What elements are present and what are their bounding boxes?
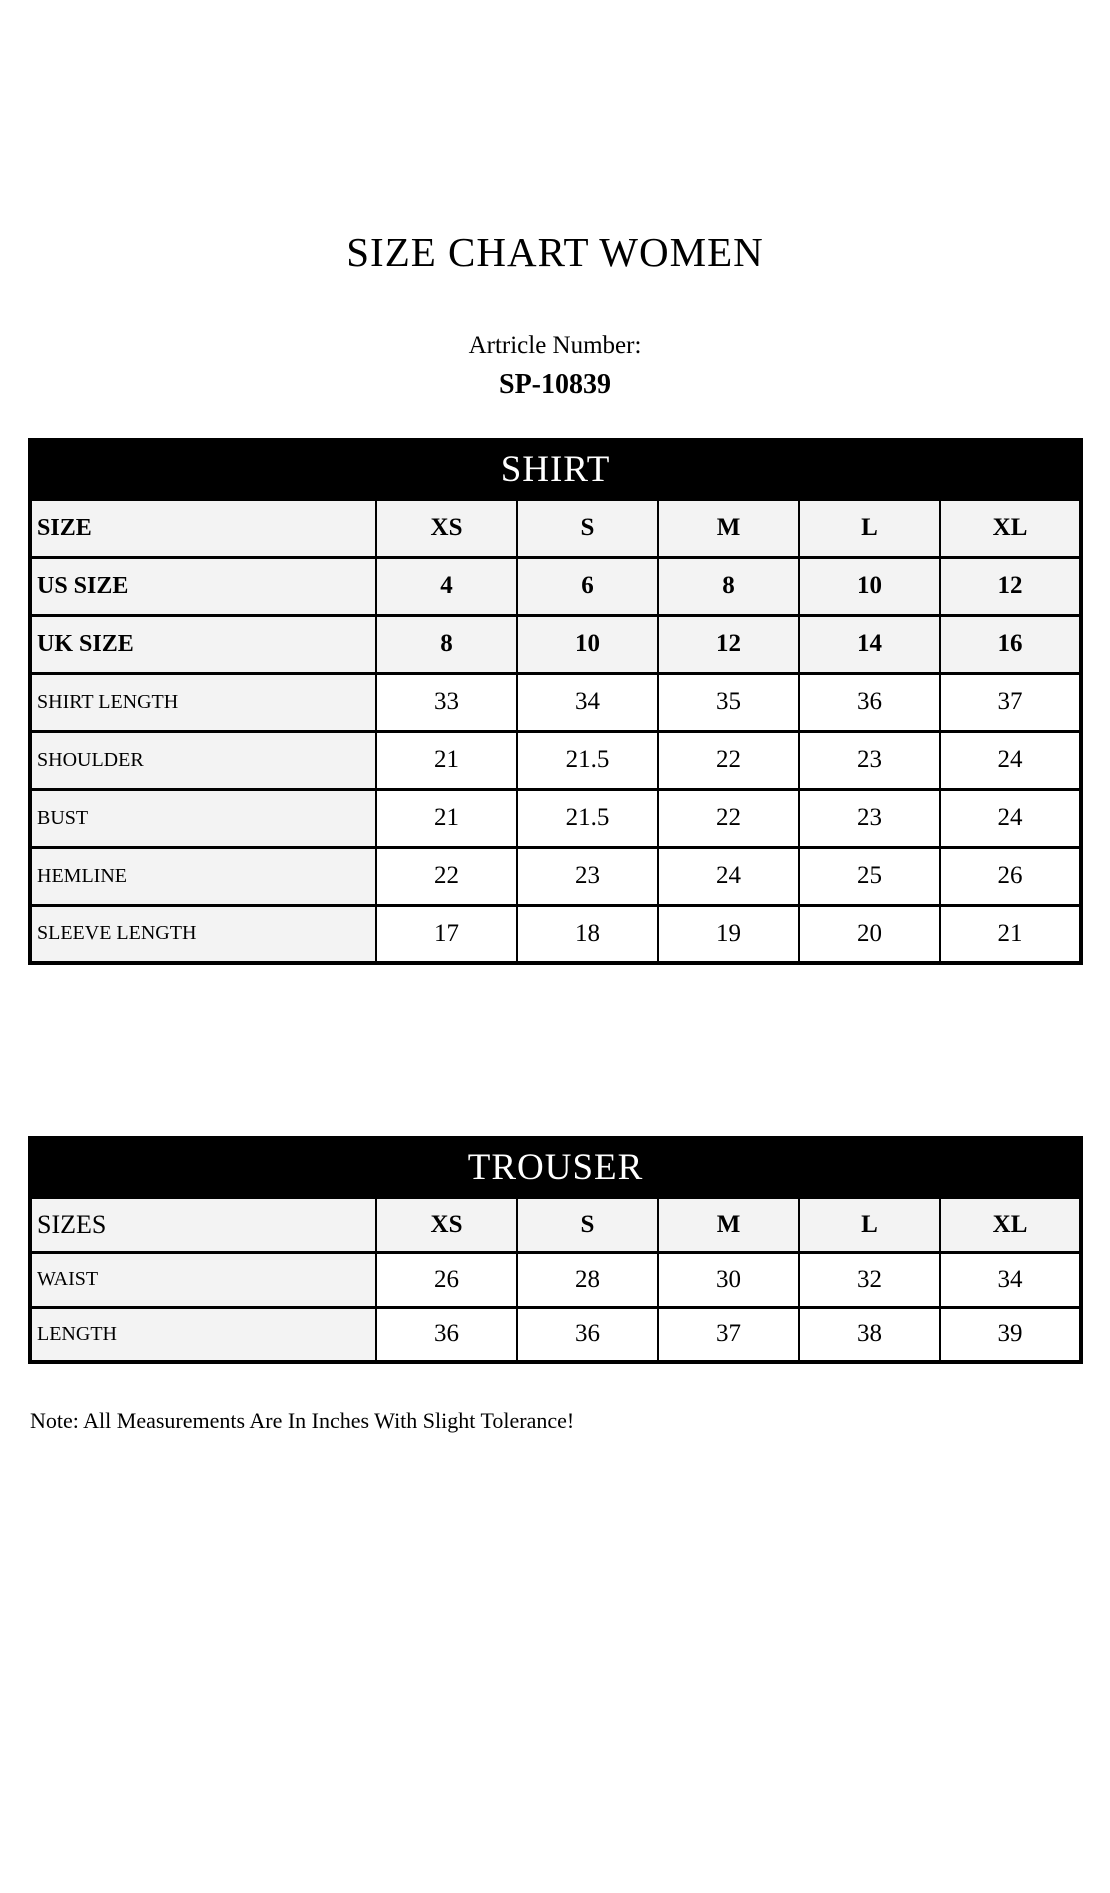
- value-cell: 24: [658, 847, 799, 905]
- value-cell: 20: [799, 905, 940, 963]
- value-cell: 37: [658, 1307, 799, 1362]
- value-cell: 18: [517, 905, 658, 963]
- value-cell: 34: [940, 1252, 1081, 1307]
- table-row-us-size: [30, 557, 1081, 615]
- row-label: HEMLINE: [30, 847, 376, 905]
- value-cell: 36: [517, 1307, 658, 1362]
- value-cell: 37: [940, 673, 1081, 731]
- row-label: SIZE: [30, 499, 376, 557]
- row-label: SHOULDER: [30, 731, 376, 789]
- value-cell: 26: [940, 847, 1081, 905]
- value-cell: 14: [799, 615, 940, 673]
- row-label: WAIST: [30, 1252, 376, 1307]
- value-cell: 21.5: [517, 789, 658, 847]
- trouser-size-table: [28, 1136, 1083, 1364]
- table-row-uk-size: [30, 615, 1081, 673]
- value-cell: 4: [376, 557, 517, 615]
- shirt-size-table: [28, 438, 1083, 965]
- value-cell: 23: [517, 847, 658, 905]
- value-cell: S: [517, 1197, 658, 1252]
- value-cell: M: [658, 1197, 799, 1252]
- value-cell: 12: [658, 615, 799, 673]
- value-cell: 16: [940, 615, 1081, 673]
- table-row-sizes: [30, 1197, 1081, 1252]
- value-cell: 39: [940, 1307, 1081, 1362]
- value-cell: 35: [658, 673, 799, 731]
- value-cell: 34: [517, 673, 658, 731]
- row-label: SHIRT LENGTH: [30, 673, 376, 731]
- value-cell: 38: [799, 1307, 940, 1362]
- value-cell: L: [799, 499, 940, 557]
- measurements-note: Note: All Measurements Are In Inches With Slight Tolerance!: [30, 1408, 575, 1433]
- value-cell: 21.5: [517, 731, 658, 789]
- row-label: SLEEVE LENGTH: [30, 905, 376, 963]
- table-row-waist: [30, 1252, 1081, 1307]
- value-cell: 19: [658, 905, 799, 963]
- value-cell: 24: [940, 731, 1081, 789]
- value-cell: 22: [376, 847, 517, 905]
- value-cell: 21: [940, 905, 1081, 963]
- value-cell: 25: [799, 847, 940, 905]
- trouser-table-title: TROUSER: [30, 1138, 1081, 1197]
- value-cell: 36: [799, 673, 940, 731]
- table-row-sleeve-length: [30, 905, 1081, 963]
- value-cell: 30: [658, 1252, 799, 1307]
- value-cell: 6: [517, 557, 658, 615]
- value-cell: 23: [799, 789, 940, 847]
- value-cell: 26: [376, 1252, 517, 1307]
- row-label: LENGTH: [30, 1307, 376, 1362]
- value-cell: 23: [799, 731, 940, 789]
- table-row-shirt-length: [30, 673, 1081, 731]
- value-cell: 22: [658, 789, 799, 847]
- value-cell: 22: [658, 731, 799, 789]
- value-cell: 21: [376, 789, 517, 847]
- value-cell: 28: [517, 1252, 658, 1307]
- value-cell: 8: [376, 615, 517, 673]
- value-cell: 10: [517, 615, 658, 673]
- value-cell: 8: [658, 557, 799, 615]
- value-cell: L: [799, 1197, 940, 1252]
- value-cell: 36: [376, 1307, 517, 1362]
- row-label: UK SIZE: [30, 615, 376, 673]
- table-row-shoulder: [30, 731, 1081, 789]
- value-cell: XL: [940, 1197, 1081, 1252]
- value-cell: 32: [799, 1252, 940, 1307]
- trouser-table-banner-row: [30, 1138, 1081, 1197]
- value-cell: 12: [940, 557, 1081, 615]
- table-row-bust: [30, 789, 1081, 847]
- value-cell: 21: [376, 731, 517, 789]
- value-cell: 10: [799, 557, 940, 615]
- value-cell: S: [517, 499, 658, 557]
- value-cell: 17: [376, 905, 517, 963]
- row-label: BUST: [30, 789, 376, 847]
- value-cell: XS: [376, 1197, 517, 1252]
- shirt-table-banner-row: [30, 440, 1081, 499]
- value-cell: 24: [940, 789, 1081, 847]
- value-cell: XL: [940, 499, 1081, 557]
- value-cell: XS: [376, 499, 517, 557]
- shirt-table-title: SHIRT: [30, 440, 1081, 499]
- article-number-value: SP-10839: [499, 369, 611, 400]
- value-cell: M: [658, 499, 799, 557]
- page-title: SIZE CHART WOMEN: [346, 229, 764, 275]
- table-row-size: [30, 499, 1081, 557]
- table-row-hemline: [30, 847, 1081, 905]
- article-number-label: Artricle Number:: [468, 332, 642, 359]
- row-label: SIZES: [30, 1197, 376, 1252]
- row-label: US SIZE: [30, 557, 376, 615]
- table-row-length: [30, 1307, 1081, 1362]
- value-cell: 33: [376, 673, 517, 731]
